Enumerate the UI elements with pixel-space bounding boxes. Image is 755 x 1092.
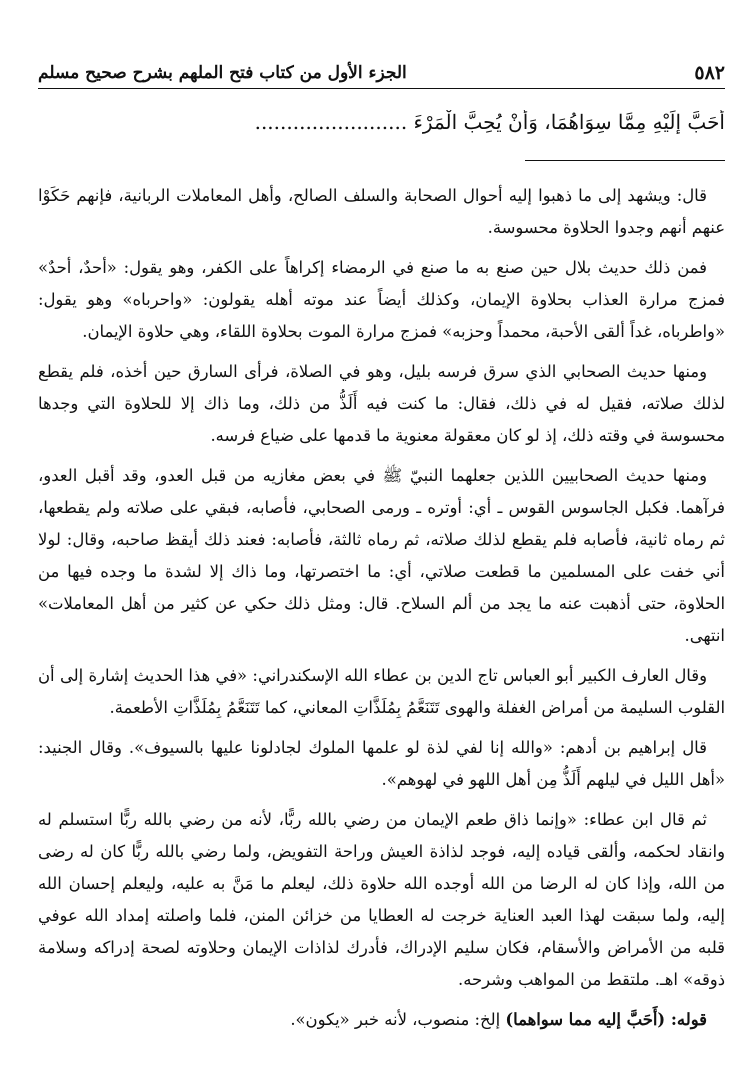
paragraph: قال إبراهيم بن أدهم: «والله إنا لفي لذة لو علمها الملوك لجادلونا عليها بالسيوف». وقال الجنيد: «أهل الليل في ليلهم أَلَذُّ مِن أهل اللهو في لهوهم». xyxy=(38,738,725,789)
running-title: الجزء الأول من كتاب فتح الملهم بشرح صحيح مسلم xyxy=(38,63,407,83)
hadith-text-line xyxy=(38,110,725,134)
qawl-label: قوله: (أَحَبَّ إليه مما سواهما) xyxy=(505,1010,707,1029)
page-header xyxy=(38,58,725,89)
hadith-text: أَحَبَّ إِلَيْهِ مِمَّا سِوَاهُمَا، وَأَنْ يُحِبَّ الْمَرْءَ xyxy=(413,110,725,134)
section-separator xyxy=(525,160,725,161)
hadith-ellipsis: ........................ xyxy=(254,110,408,134)
commentary-body xyxy=(38,180,725,1036)
paragraph: وقال العارف الكبير أبو العباس تاج الدين بن عطاء الله الإسكندراني: «في هذا الحديث إشارة إلى أن القلوب السليمة من أمراض الغفلة والهوى تَتَنَعَّمُ بِمُلَذَّاتِ المعاني، كما تَتَنَعَّمُ بِمُلَذَّاتِ الأطعمة. xyxy=(38,666,725,717)
book-page xyxy=(38,0,725,1092)
paragraph: ومنها حديث الصحابيين اللذين جعلهما النبيّ ﷺ في بعض مغازيه من قبل العدو، وقد أقبل العدو، فرآهما. فكبل الجاسوس القوس ـ أي: أوتره ـ ورمى الصحابي، فأصابه، فبقي على صلاته ولم يقطعها، ثم رماه ثانية، فأصابه فلم يقطع لذلك صلاته، ثم رماه ثالثة، فأصابه: فعند ذلك أيقظ صاحبه، وقال: لولا أني خفت على المسلمين ما قطعت صلاتي، أي: ما اختصرتها، وما ذاك إلا لشدة ما وجده فيها من الحلاوة، حتى أذهبت عنه ما يجد من ألم السلاح. قال: ومثل ذلك حكي عن كثير من أهل المعاملات» انتهى. xyxy=(38,466,725,645)
page-number: ٥٨٢ xyxy=(694,62,725,84)
paragraph: قال: ويشهد إلى ما ذهبوا إليه أحوال الصحابة والسلف الصالح، وأهل المعاملات الربانية، فإنهم حَكَوْا عنهم أنهم وجدوا الحلاوة محسوسة. xyxy=(38,186,725,237)
paragraph: ثم قال ابن عطاء: «وإنما ذاق طعم الإيمان من رضي بالله ربًّا، لأنه من رضي بالله ربًّا استسلم له وانقاد لحكمه، وألقى قياده إليه، فوجد لذاذة العيش وراحة التفويض، ولما رضي بالله ربًّا كان له رضى من الله، وإذا كان له الرضا من الله أوجده الله حلاوة ذلك، ليعلم ما مَنَّ به عليه، وليعلم إحسان الله إليه، ولما سبقت لهذا العبد العناية خرجت له العطايا من خزائن المنن، فلما واصلته إمداد الله عوفي قلبه من الأمراض والأسقام، فكان سليم الإدراك، فأدرك لذاذات الإيمان وحلاوته لصحة إدراكه وسلامة ذوقه» اهـ. ملتقط من المواهب وشرحه. xyxy=(38,810,725,989)
paragraph: ومنها حديث الصحابي الذي سرق فرسه بليل، وهو في الصلاة، فرأى السارق حين أخذه، فلم يقطع لذلك صلاته، فقيل له في ذلك، فقال: ما كنت فيه أَلَذُّ من ذلك، وما ذاك إلا للحلاوة التي وجدها محسوسة في وقته ذلك، إذ لو كان معقولة معنوية ما قدمها على ضياع فرسه. xyxy=(38,362,725,445)
paragraph: فمن ذلك حديث بلال حين صنع به ما صنع في الرمضاء إكراهاً على الكفر، وهو يقول: «أحدٌ، أحدٌ» فمزج مرارة العذاب بحلاوة الإيمان، وكذلك أيضاً عند موته أهله يقولون: «واحرباه» وهو يقول: «واطرباه، غداً ألقى الأحبة، محمداً وحزبه» فمزج مرارة الموت بحلاوة اللقاء، وهي حلاوة الإيمان. xyxy=(38,258,725,341)
qawl-paragraph xyxy=(38,1004,725,1036)
qawl-text: إلخ: منصوب، لأنه خبر «يكون». xyxy=(290,1010,506,1029)
